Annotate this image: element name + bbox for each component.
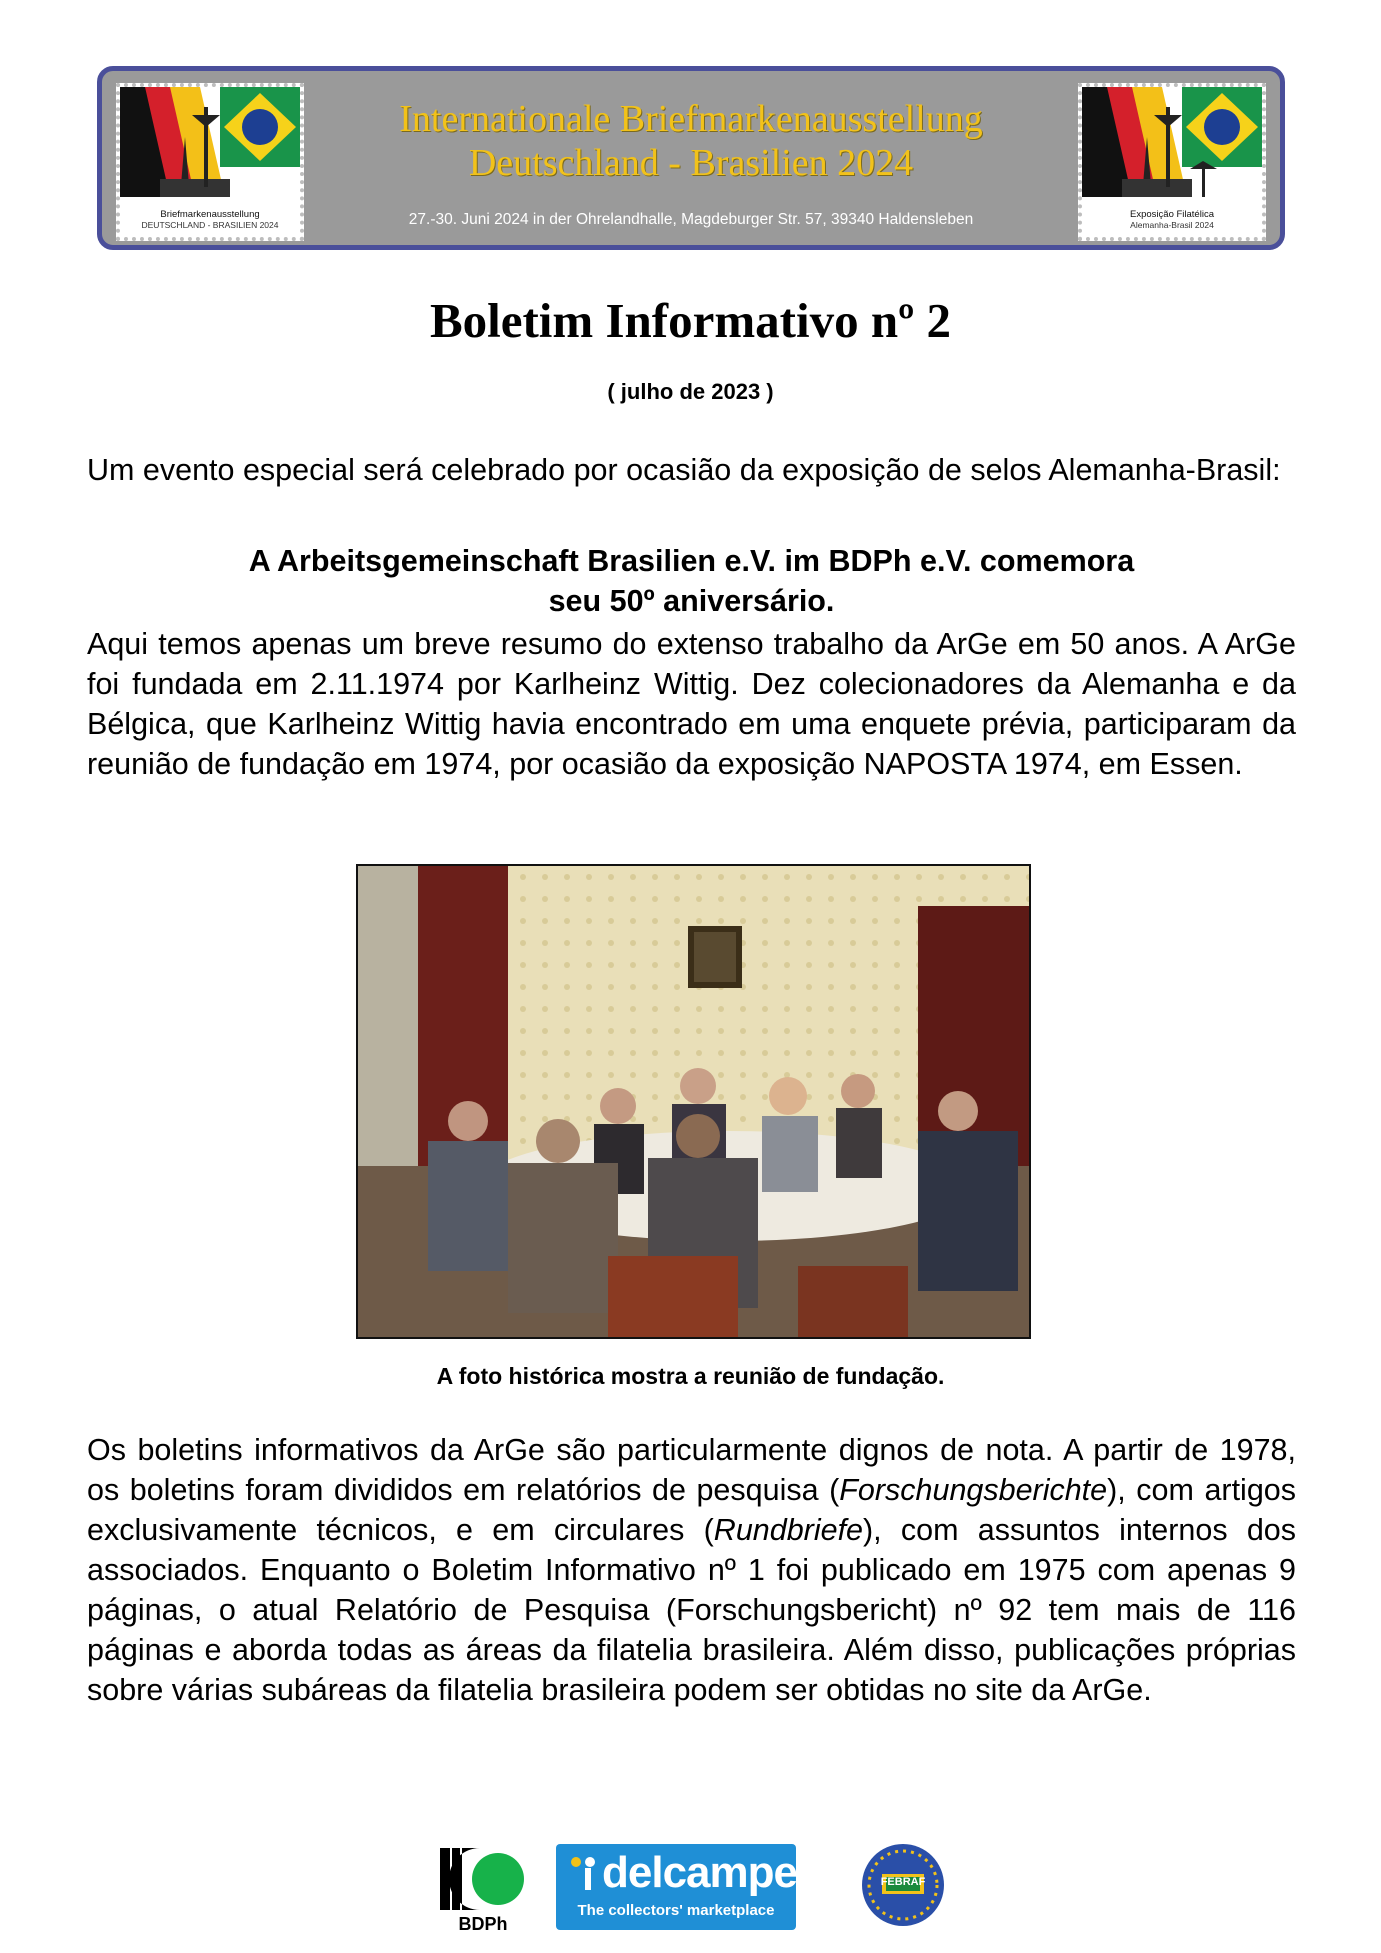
document-date: ( julho de 2023 ) — [607, 379, 774, 404]
stamp-left — [116, 83, 304, 241]
document-title: Boletim Informativo nº 2 — [429, 293, 952, 348]
banner-title-line2: Deutschland - Brasilien 2024 — [468, 142, 914, 184]
newsletters-paragraph — [87, 1430, 1296, 1710]
banner-title — [312, 97, 1070, 185]
intro-paragraph: Um evento especial será celebrado por ocasião da exposição de selos Alemanha-Brasil: — [87, 453, 1281, 487]
delcampe-name: delcampe — [602, 1848, 797, 1897]
stamp-right — [1078, 83, 1266, 241]
newsletters-text-a: Os boletins informativos da ArGe são particularmente dignos de nota. A partir de 1978, os boletins foram divididos em relatórios de pesquisa ( — [87, 1433, 1296, 1507]
bdph-logo — [436, 1842, 530, 1934]
newsletters-text-b: ), com artigos exclusivamente técnicos, e em circulares ( — [87, 1473, 1296, 1547]
historic-photo — [356, 864, 1031, 1339]
stamp-left-caption-main: Briefmarkenausstellung — [160, 209, 260, 220]
historic-photo-image — [358, 866, 1031, 1339]
highlight-line1: A Arbeitsgemeinschaft Brasilien e.V. im BDPh e.V. comemora — [248, 544, 1135, 578]
delcampe-tagline: The collectors' marketplace — [577, 1902, 775, 1919]
history-paragraph: Aqui temos apenas um breve resumo do extenso trabalho da ArGe em 50 anos. A ArGe foi fundada em 2.11.1974 por Karlheinz Wittig. Dez colecionadores da Alemanha e da Bélgica, que Karlheinz Wittig havia encontrado em uma enquete prévia, participaram da reunião de fundação em 1974, por ocasião da exposição NAPOSTA 1974, em Essen. — [87, 627, 1296, 781]
delcampe-logo — [556, 1844, 796, 1930]
banner-title-line1: Internationale Briefmarkenausstellung — [399, 98, 983, 140]
stamp-right-caption-main: Exposição Filatélica — [1130, 209, 1214, 220]
febraf-logo — [860, 1842, 946, 1928]
header-banner — [97, 66, 1285, 250]
anniversary-highlight — [87, 541, 1296, 621]
term-forschungsberichte: Forschungsberichte — [839, 1473, 1108, 1507]
stamp-right-caption-sub: Alemanha-Brasil 2024 — [1130, 220, 1214, 230]
stamp-right-caption — [1082, 209, 1262, 231]
bdph-label: BDPh — [458, 1914, 508, 1934]
newsletters-text-c: ), com assuntos internos dos associados. Enquanto o Boletim Informativo nº 1 foi publicado em 1975 com apenas 9 páginas, o atual Relatório de Pesquisa (Forschungsbericht) nº 92 tem mais de 116 páginas e aborda todas as áreas da filatelia brasileira. Além disso, publicações próprias sobre várias subáreas da filatelia brasileira podem ser obtidas no site da ArGe. — [87, 1513, 1297, 1707]
term-rundbriefe: Rundbriefe — [713, 1513, 864, 1547]
highlight-line2: seu 50º aniversário. — [548, 584, 835, 618]
stamp-left-caption — [120, 209, 300, 231]
stamp-left-caption-sub: DEUTSCHLAND - BRASILIEN 2024 — [141, 220, 279, 230]
photo-caption: A foto histórica mostra a reunião de fundação. — [436, 1363, 945, 1389]
febraf-label: FEBRAF — [880, 1876, 926, 1888]
banner-subtitle: 27.-30. Juni 2024 in der Ohrelandhalle, Magdeburger Str. 57, 39340 Haldensleben — [408, 211, 974, 228]
bdph-logo-mark — [436, 1842, 530, 1934]
